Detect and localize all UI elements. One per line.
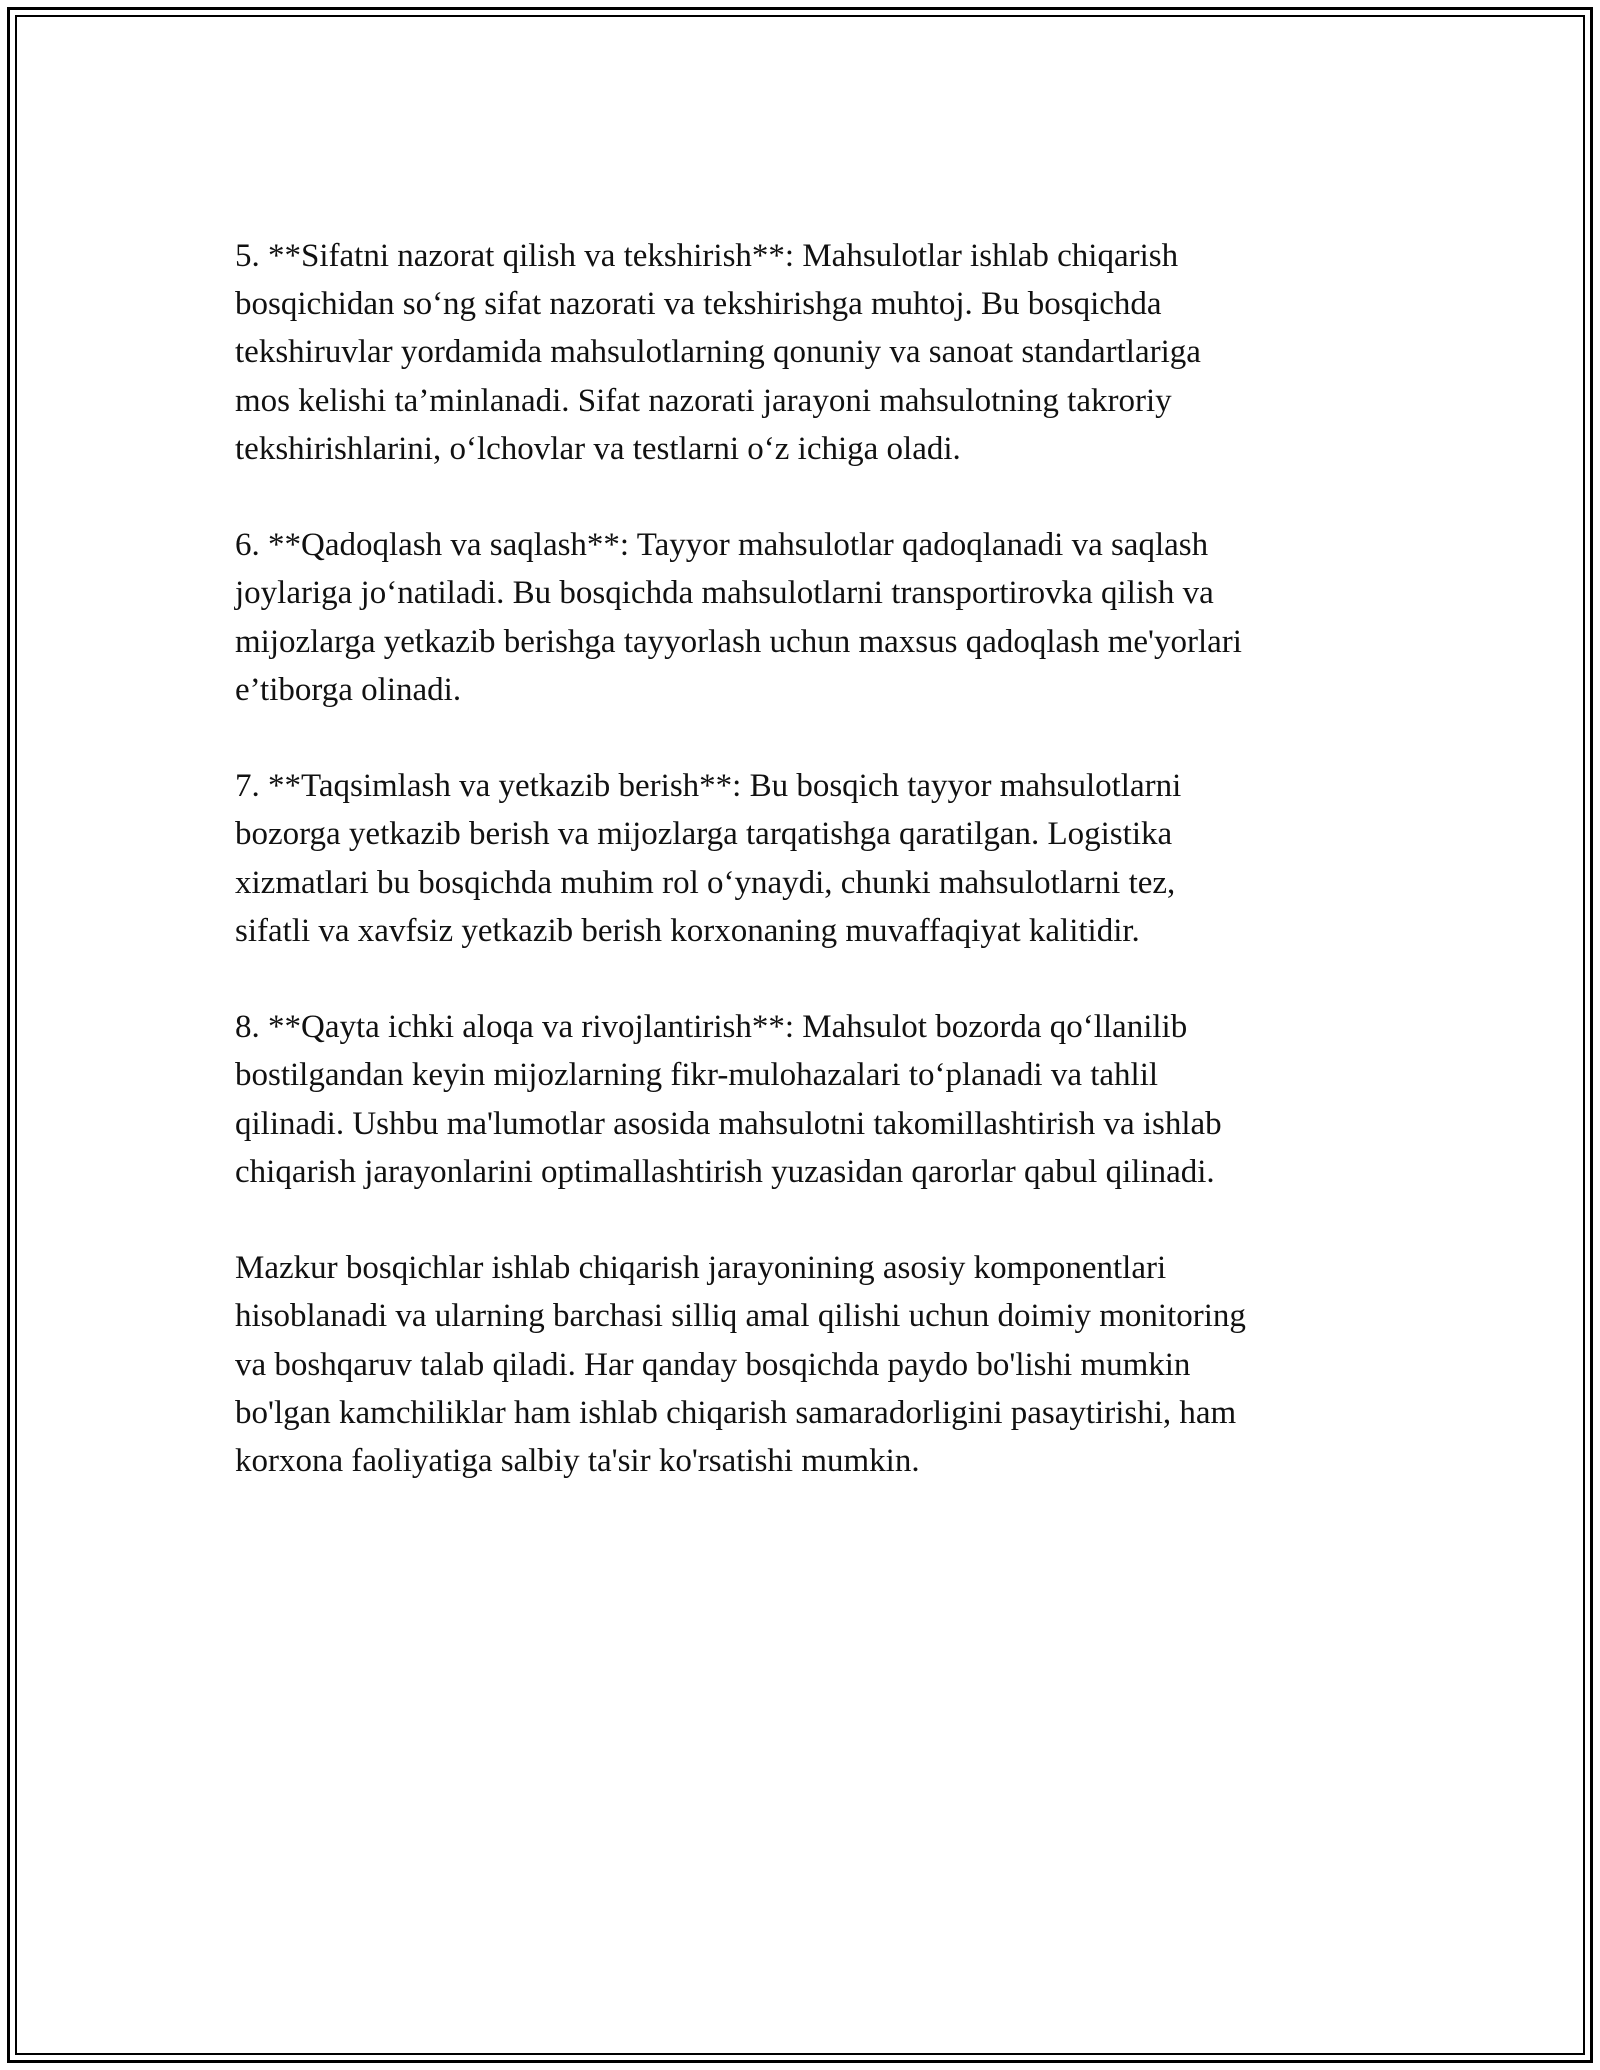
text-line: 7. **Taqsimlash va yetkazib berish**: Bu bosqich tayyor mahsulotlarni — [235, 768, 1182, 805]
text-line: 8. **Qayta ichki aloqa va rivojlantirish**: Mahsulot bozorda qo‘llanilib — [235, 1009, 1188, 1046]
text-line: bostilgandan keyin mijozlarning fikr-mulohazalari to‘planadi va tahlil — [235, 1057, 1159, 1094]
document-body — [235, 232, 1365, 1533]
text-line: qilinadi. Ushbu ma'lumotlar asosida mahsulotni takomillashtirish va ishlab — [235, 1105, 1222, 1142]
paragraph-feedback-development — [235, 1003, 1365, 1196]
paragraph-quality-control — [235, 232, 1365, 473]
text-line: hisoblanadi va ularning barchasi silliq amal qilishi uchun doimiy monitoring — [235, 1298, 1246, 1335]
text-line: xizmatlari bu bosqichda muhim rol o‘ynaydi, chunki mahsulotlarni tez, — [235, 864, 1176, 901]
paragraph-conclusion — [235, 1244, 1365, 1485]
text-line: 6. **Qadoqlash va saqlash**: Tayyor mahsulotlar qadoqlanadi va saqlash — [235, 527, 1209, 564]
text-line: mijozlarga yetkazib berishga tayyorlash uchun maxsus qadoqlash me'yorlari — [235, 623, 1242, 660]
text-line: tekshirishlarini, o‘lchovlar va testlarni o‘z ichiga oladi. — [235, 430, 961, 467]
text-line: korxona faoliyatiga salbiy ta'sir ko'rsatishi mumkin. — [235, 1443, 920, 1480]
text-line: mos kelishi ta’minlanadi. Sifat nazorati jarayoni mahsulotning takroriy — [235, 382, 1172, 419]
text-line: va boshqaruv talab qiladi. Har qanday bosqichda paydo bo'lishi mumkin — [235, 1346, 1191, 1383]
paragraph-packaging-storage — [235, 521, 1365, 714]
text-line: 5. **Sifatni nazorat qilish va tekshirish**: Mahsulotlar ishlab chiqarish — [235, 238, 1179, 274]
text-line: chiqarish jarayonlarini optimallashtirish yuzasidan qarorlar qabul qilinadi. — [235, 1153, 1215, 1190]
text-line: bozorga yetkazib berish va mijozlarga tarqatishga qaratilgan. Logistika — [235, 816, 1173, 853]
text-line: bosqichidan so‘ng sifat nazorati va tekshirishga muhtoj. Bu bosqichda — [235, 286, 1162, 323]
text-line: tekshiruvlar yordamida mahsulotlarning qonuniy va sanoat standartlariga — [235, 334, 1201, 371]
text-line: e’tiborga olinadi. — [235, 671, 462, 708]
paragraph-distribution-delivery — [235, 762, 1365, 955]
text-line: sifatli va xavfsiz yetkazib berish korxonaning muvaffaqiyat kalitidir. — [235, 912, 1140, 949]
text-line: joylariga jo‘natiladi. Bu bosqichda mahsulotlarni transportirovka qilish va — [235, 575, 1214, 612]
text-line: bo'lgan kamchiliklar ham ishlab chiqarish samaradorligini pasaytirishi, ham — [235, 1394, 1237, 1431]
text-line: Mazkur bosqichlar ishlab chiqarish jarayonining asosiy komponentlari — [235, 1250, 1167, 1287]
